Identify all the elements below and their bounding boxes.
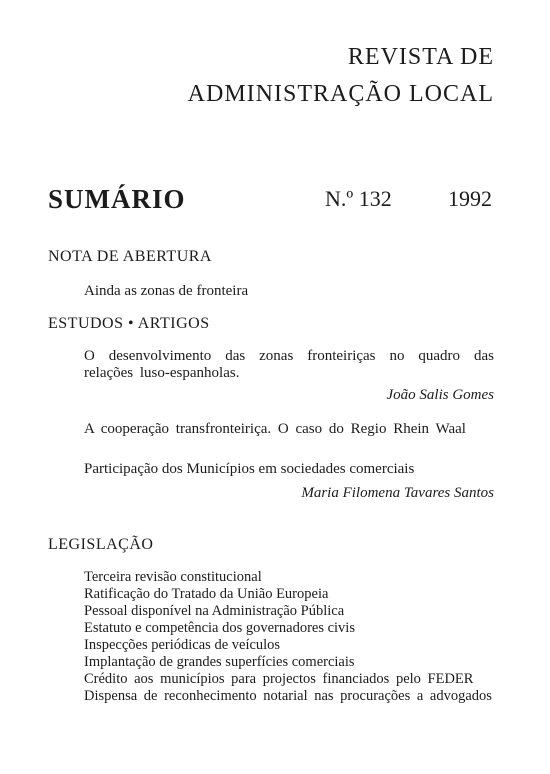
legislation-item: Dispensa de reconhecimento notarial nas procurações a advogados [84,688,492,704]
legislation-item: Crédito aos municípios para projectos financiados pelo FEDER [84,671,474,687]
article-title: Ainda as zonas de fronteira [84,283,249,299]
legislation-item: Inspecções periódicas de veículos [84,637,281,653]
section-heading-legislacao: LEGISLAÇÃO [48,536,154,553]
journal-title-line-1: REVISTA DE [347,44,494,70]
article-title: Participação dos Municípios em sociedades comerciais [84,461,415,477]
article-title: A cooperação transfronteiriça. O caso do Regio Rhein Waal [84,421,466,437]
article-author: João Salis Gomes [386,387,494,403]
issue-year: 1992 [448,186,492,211]
journal-title-line-2: ADMINISTRAÇÃO LOCAL [187,81,494,107]
legislation-item: Pessoal disponível na Administração Pública [84,603,345,619]
summary-heading: SUMÁRIO [48,184,186,214]
issue-number: N.º 132 [325,186,392,211]
section-heading-nota: NOTA DE ABERTURA [48,248,212,265]
legislation-item: Estatuto e competência dos governadores civis [84,620,355,636]
legislation-list [84,569,494,705]
section-heading-estudos: ESTUDOS • ARTIGOS [48,315,210,332]
article-author: Maria Filomena Tavares Santos [301,485,494,501]
legislation-item: Ratificação do Tratado da União Europeia [84,586,329,602]
legislation-item: Implantação de grandes superfícies comerciais [84,654,355,670]
legislation-item: Terceira revisão constitucional [84,569,262,585]
article-title: O desenvolvimento das zonas fronteiriças no quadro das relações luso-espanholas. [84,348,494,381]
